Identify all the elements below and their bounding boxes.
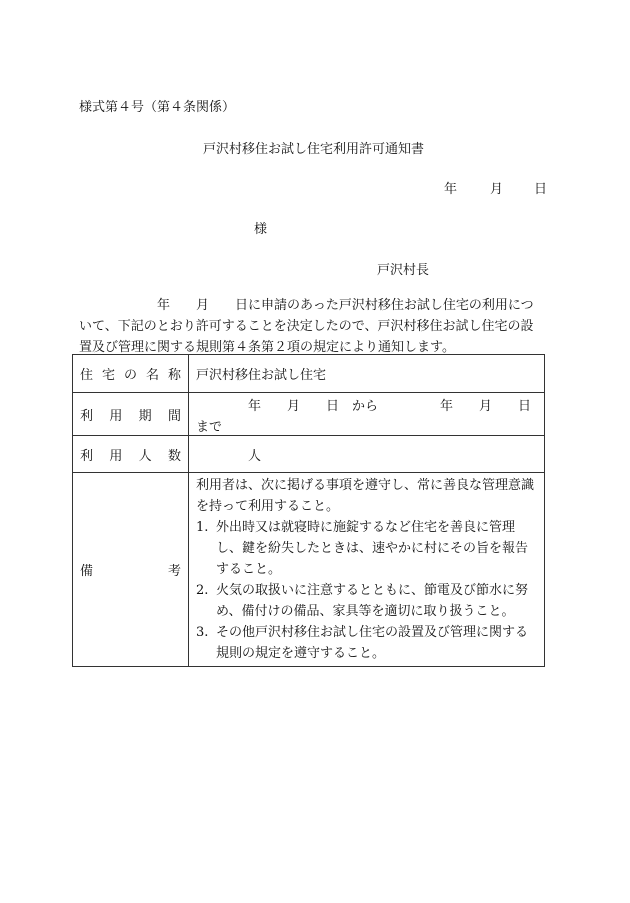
label-char: の [123,368,137,383]
user-count-label [73,436,189,473]
label-char: 住 [80,368,94,383]
label-char: 利 [80,408,94,424]
label-char: 考 [167,564,181,579]
label-char: 人 [138,448,152,464]
label-char: 宅 [101,368,115,383]
remarks-value [189,473,545,667]
remarks-item-text: その他戸沢村移住お試し住宅の設置及び管理に関する規則の規定を遵守すること。 [216,625,529,661]
user-count-unit: 人 [248,448,262,464]
period-to: 年 月 日 [440,399,532,414]
issue-date [444,178,547,197]
label-char: 用 [109,408,123,424]
notice-body-line: 年 月 日に申請のあった戸沢村移住お試し住宅の利用につ [157,298,534,313]
label-char: 数 [167,448,181,464]
remarks-item [196,622,538,664]
label-char: 用 [109,448,123,464]
addressee: 様 [254,222,268,237]
remarks-item-number: 3. [196,625,209,640]
document-title: 戸沢村移住お試し住宅利用許可通知書 [203,142,425,157]
remarks-label [73,473,189,667]
usage-period-value [189,393,545,436]
housing-name-value: 戸沢村移住お試し住宅 [189,355,545,393]
remarks-item-number: 2. [196,583,209,598]
remarks-item [196,517,538,580]
issue-day-label: 日 [534,182,548,197]
remarks-item-text: 外出時又は就寝時に施錠するなど住宅を善良に管理し、鍵を紛失したときは、速やかに村にその旨を報告すること。 [216,520,529,577]
table-row-user-count [73,436,545,473]
label-char: 期 [138,408,152,424]
notice-body [79,295,549,358]
usage-period-label [73,393,189,436]
period-until: まで [196,420,223,435]
remarks-intro: 利用者は、次に掲げる事項を遵守し、常に善良な管理意識を持って利用すること。 [196,478,535,514]
notice-body-line: 置及び管理に関する規則第４条第２項の規定により通知します。 [79,340,455,355]
table-row-usage-period [73,393,545,436]
remarks-item [196,580,538,622]
form-number: 様式第４号（第４条関係） [79,100,236,115]
label-char: 利 [80,448,94,464]
notice-body-line: いて、下記のとおり許可することを決定したので、戸沢村移住お試し住宅の設 [79,319,534,334]
label-char: 名 [145,368,159,383]
remarks-item-text: 火気の取扱いに注意するとともに、節電及び節水に努め、備付けの備品、家具等を適切に取り扱うこと。 [216,583,529,619]
issuer: 戸沢村長 [377,263,430,278]
issue-month-label: 月 [490,182,504,197]
label-char: 備 [80,564,94,579]
label-char: 間 [167,408,181,424]
issue-year-label: 年 [444,182,458,197]
period-from: 年 月 日 から [248,399,379,414]
label-char: 称 [167,368,181,383]
table-row-housing-name [73,355,545,393]
table-row-remarks [73,473,545,667]
user-count-value [189,436,545,473]
remarks-item-number: 1. [196,520,209,535]
housing-name-label [73,355,189,393]
permit-details-table [72,354,545,667]
